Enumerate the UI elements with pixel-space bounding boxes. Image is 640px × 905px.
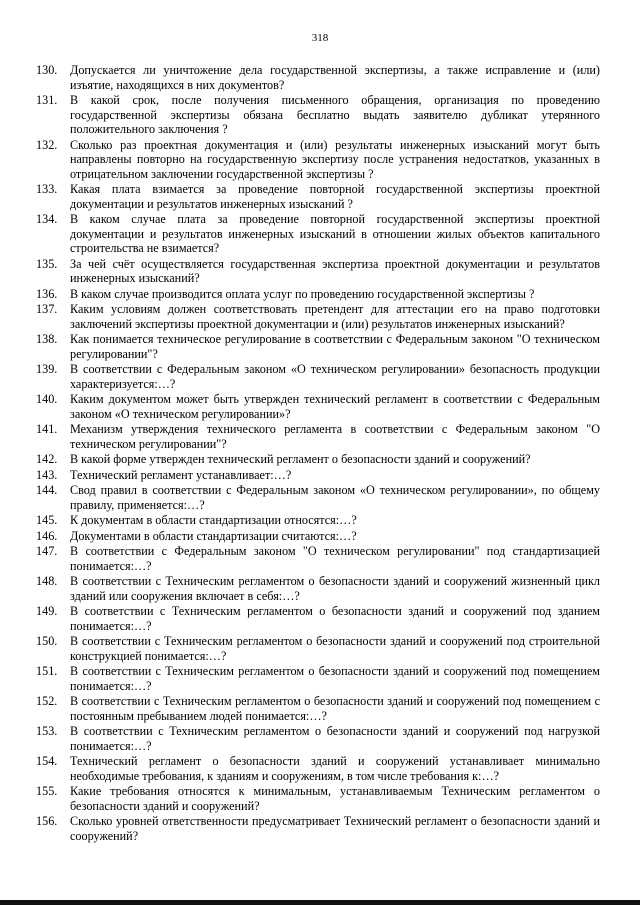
question-number: 146. xyxy=(36,528,58,543)
question-item xyxy=(36,724,600,753)
question-number: 141. xyxy=(36,422,58,436)
question-text: Механизм утверждения технического регламента в соответствии с Федеральным законом "О техническом регулировании"? xyxy=(70,422,600,451)
question-number: 142. xyxy=(36,452,58,466)
question-item xyxy=(36,754,600,783)
question-number: 145. xyxy=(36,513,58,527)
question-number: 140. xyxy=(36,392,58,406)
question-item xyxy=(36,332,600,361)
question-number: 134. xyxy=(36,212,58,226)
question-number: 139. xyxy=(36,362,58,376)
question-number: 155. xyxy=(36,784,58,798)
question-text: Документами в области стандартизации считаются:…? xyxy=(70,528,357,543)
question-text: Каким документом может быть утвержден технический регламент в соответствии с Федеральным законом «О техническом регулировании»? xyxy=(70,392,600,421)
question-number: 152. xyxy=(36,694,58,708)
question-number: 150. xyxy=(36,634,58,648)
question-item xyxy=(36,362,600,391)
question-item xyxy=(36,287,600,302)
question-item xyxy=(36,483,600,512)
question-text: Как понимается техническое регулирование в соответствии с Федеральным законом "О техническом регулировании"? xyxy=(70,332,600,361)
question-number: 153. xyxy=(36,724,58,738)
scan-bottom-edge xyxy=(0,900,640,905)
question-text: К документам в области стандартизации относятся:…? xyxy=(70,513,357,527)
question-text: Допускается ли уничтожение дела государственной экспертизы, а также исправление и (или) изъятие, находящихся в них документов? xyxy=(70,63,600,92)
question-item xyxy=(36,302,600,331)
question-number: 147. xyxy=(36,544,58,558)
question-item xyxy=(36,63,600,92)
question-text: В каком случае производится оплата услуг по проведению государственной экспертизы ? xyxy=(70,286,535,301)
question-number: 149. xyxy=(36,604,58,618)
question-text: Технический регламент о безопасности зданий и сооружений устанавливает минимально необходимые требования, к зданиям и сооружениям, в том числе требования к:…? xyxy=(70,754,600,783)
question-item xyxy=(36,468,600,483)
question-item xyxy=(36,182,600,211)
page-number: 318 xyxy=(311,32,329,44)
question-text: В каком случае плата за проведение повторной государственной экспертизы проектной документации и результатов инженерных изысканий в отношении жилых объектов капитального строительства не взимается? xyxy=(70,212,600,255)
question-item xyxy=(36,93,600,137)
question-number: 151. xyxy=(36,664,58,678)
question-text: Сколько раз проектная документация и (или) результаты инженерных изысканий могут быть направлены повторно на государственную экспертизу после устранения недостатков, указанных в отрицательном заключении государственной экспертизы ? xyxy=(70,137,600,181)
question-text: Свод правил в соответствии с Федеральным законом «О техническом регулировании», по общему правилу, применяется:…? xyxy=(70,483,600,512)
question-number: 133. xyxy=(36,182,58,196)
question-number: 131. xyxy=(36,93,58,107)
question-text: В соответствии с Техническим регламентом о безопасности зданий и сооружений жизненный цикл зданий или сооружения включает в себя:…? xyxy=(70,574,600,603)
question-number: 135. xyxy=(36,256,58,271)
question-item xyxy=(36,138,600,182)
question-item xyxy=(36,814,600,843)
question-item xyxy=(36,784,600,813)
question-text: Какая плата взимается за проведение повторной государственной экспертизы проектной документации и результатов инженерных изысканий ? xyxy=(70,182,600,211)
question-item xyxy=(36,664,600,693)
question-item xyxy=(36,529,600,544)
question-text: Технический регламент устанавливает:…? xyxy=(70,467,292,482)
question-text: Какие требования относятся к минимальным, устанавливаемым Техническим регламентом о безопасности зданий и сооружений? xyxy=(70,784,600,813)
question-text: Каким условиям должен соответствовать претендент для аттестации его на право подготовки заключений экспертизы проектной документации и (или) результатов инженерных изысканий? xyxy=(70,302,600,331)
question-item xyxy=(36,422,600,451)
question-item xyxy=(36,392,600,421)
question-item xyxy=(36,544,600,573)
question-text: В соответствии с Техническим регламентом о безопасности зданий и сооружений под помещением понимается:…? xyxy=(70,664,600,693)
question-text: Сколько уровней ответственности предусматривает Технический регламент о безопасности зданий и сооружений? xyxy=(70,814,600,843)
question-number: 143. xyxy=(36,467,58,482)
question-number: 137. xyxy=(36,302,58,316)
question-number: 154. xyxy=(36,754,58,768)
question-number: 138. xyxy=(36,332,58,346)
question-number: 130. xyxy=(36,63,58,77)
question-item xyxy=(36,257,600,286)
question-text: В соответствии с Федеральным законом "О техническом регулировании" под стандартизацией понимается:…? xyxy=(70,544,600,573)
question-number: 156. xyxy=(36,814,58,828)
question-item xyxy=(36,604,600,633)
question-list xyxy=(36,63,600,843)
question-text: За чей счёт осуществляется государственная экспертиза проектной документации и результатов инженерных изысканий? xyxy=(70,256,600,285)
question-text: В соответствии с Техническим регламентом о безопасности зданий и сооружений под строительной конструкцией понимается:…? xyxy=(70,634,600,663)
question-number: 144. xyxy=(36,483,58,497)
question-text: В какой срок, после получения письменного обращения, организация по проведению государственной экспертизы обязана бесплатно выдать заявителю дубликат утерянного положительного заключения ? xyxy=(70,93,600,136)
question-text: В соответствии с Федеральным законом «О техническом регулировании» безопасность продукции характеризуется:…? xyxy=(70,362,600,391)
question-item xyxy=(36,513,600,528)
question-item xyxy=(36,634,600,663)
question-item xyxy=(36,694,600,723)
question-text: В какой форме утвержден технический регламент о безопасности зданий и сооружений? xyxy=(70,452,531,466)
question-number: 132. xyxy=(36,137,58,152)
question-text: В соответствии с Техническим регламентом о безопасности зданий и сооружений под нагрузкой понимается:…? xyxy=(70,724,600,753)
question-item xyxy=(36,452,600,467)
question-text: В соответствии с Техническим регламентом о безопасности зданий и сооружений под зданием понимается:…? xyxy=(70,604,600,633)
question-number: 148. xyxy=(36,574,58,588)
question-text: В соответствии с Техническим регламентом о безопасности зданий и сооружений под помещением с постоянным пребыванием людей понимается:…? xyxy=(70,694,600,723)
question-item xyxy=(36,212,600,256)
question-item xyxy=(36,574,600,603)
question-number: 136. xyxy=(36,286,58,301)
